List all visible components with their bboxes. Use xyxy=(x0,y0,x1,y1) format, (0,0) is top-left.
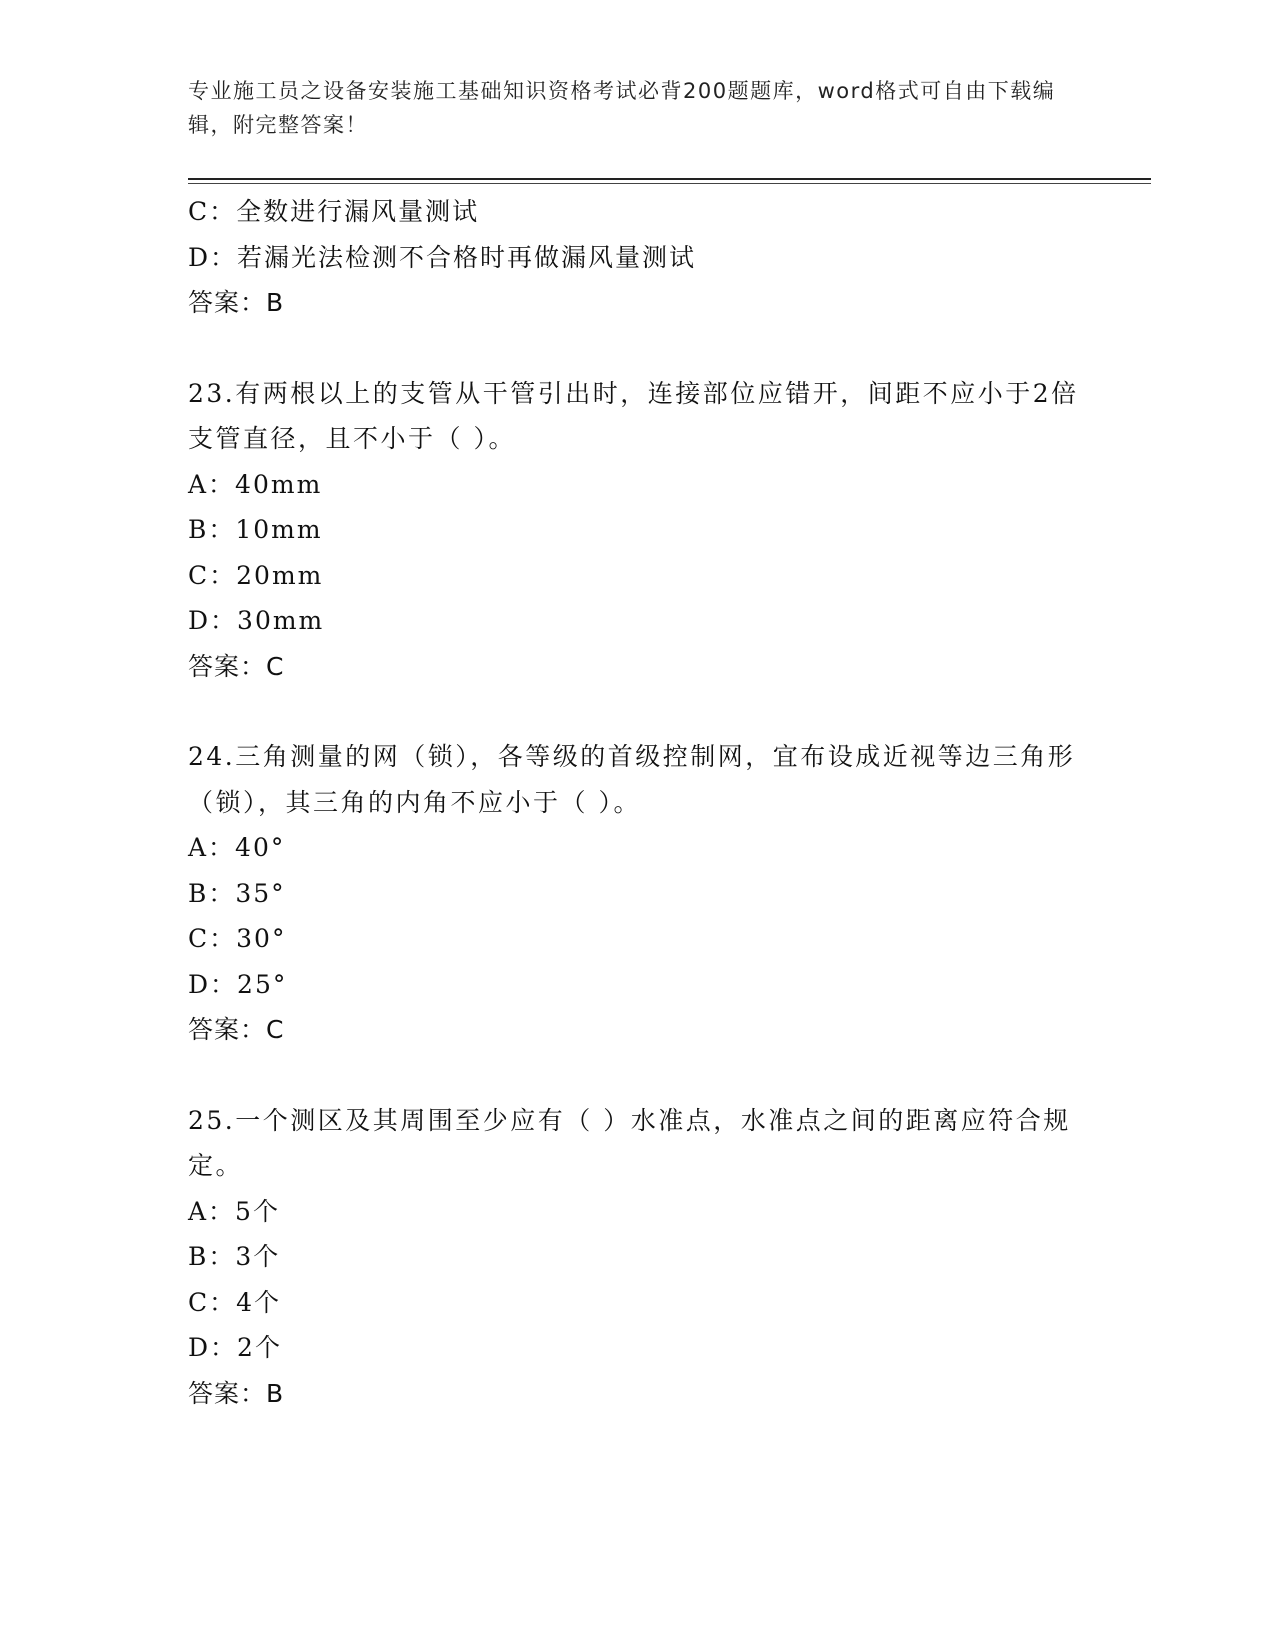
option-c: C：全数进行漏风量测试 xyxy=(188,197,480,226)
option-b: B：35° xyxy=(188,878,286,908)
question-stem: 24.三角测量的网（锁），各等级的首级控制网，宜布设成近视等边三角形（锁），其三角的内角不应小于（ ）。 xyxy=(188,742,1076,817)
question-stem: 23.有两根以上的支管从干管引出时，连接部位应错开，间距不应小于2倍支管直径，且不小于（ ）。 xyxy=(188,378,1079,453)
answer-line: 答案：B xyxy=(188,1378,285,1408)
option-a: A：5个 xyxy=(188,1196,280,1226)
document-header: 专业施工员之设备安装施工基础知识资格考试必背200题题库，word格式可自由下载编辑，附完整答案！ xyxy=(188,79,1056,137)
option-c: C：30° xyxy=(188,924,287,953)
answer-line: 答案：C xyxy=(188,651,285,681)
header-divider-thick xyxy=(188,178,1151,180)
option-c: C：20mm xyxy=(188,560,324,590)
option-a: A：40mm xyxy=(188,469,323,499)
question-25 xyxy=(188,1098,1088,1417)
question-24 xyxy=(188,734,1088,1053)
answer-line: 答案：B xyxy=(188,288,285,317)
option-b: B：3个 xyxy=(188,1242,281,1271)
option-d: D：若漏光法检测不合格时再做漏风量测试 xyxy=(188,242,697,272)
option-d: D：2个 xyxy=(188,1333,282,1362)
header-divider-thin xyxy=(188,183,1151,184)
option-d: D：30mm xyxy=(188,606,325,635)
question-stem: 25.一个测区及其周围至少应有（ ）水准点，水准点之间的距离应符合规定。 xyxy=(188,1105,1071,1180)
option-c: C：4个 xyxy=(188,1287,282,1317)
question-list xyxy=(188,189,1088,1416)
answer-line: 答案：C xyxy=(188,1015,285,1044)
option-d: D：25° xyxy=(188,969,288,999)
previous-question-tail xyxy=(188,189,1088,326)
option-b: B：10mm xyxy=(188,515,323,544)
option-a: A：40° xyxy=(188,833,286,862)
question-23 xyxy=(188,371,1088,690)
